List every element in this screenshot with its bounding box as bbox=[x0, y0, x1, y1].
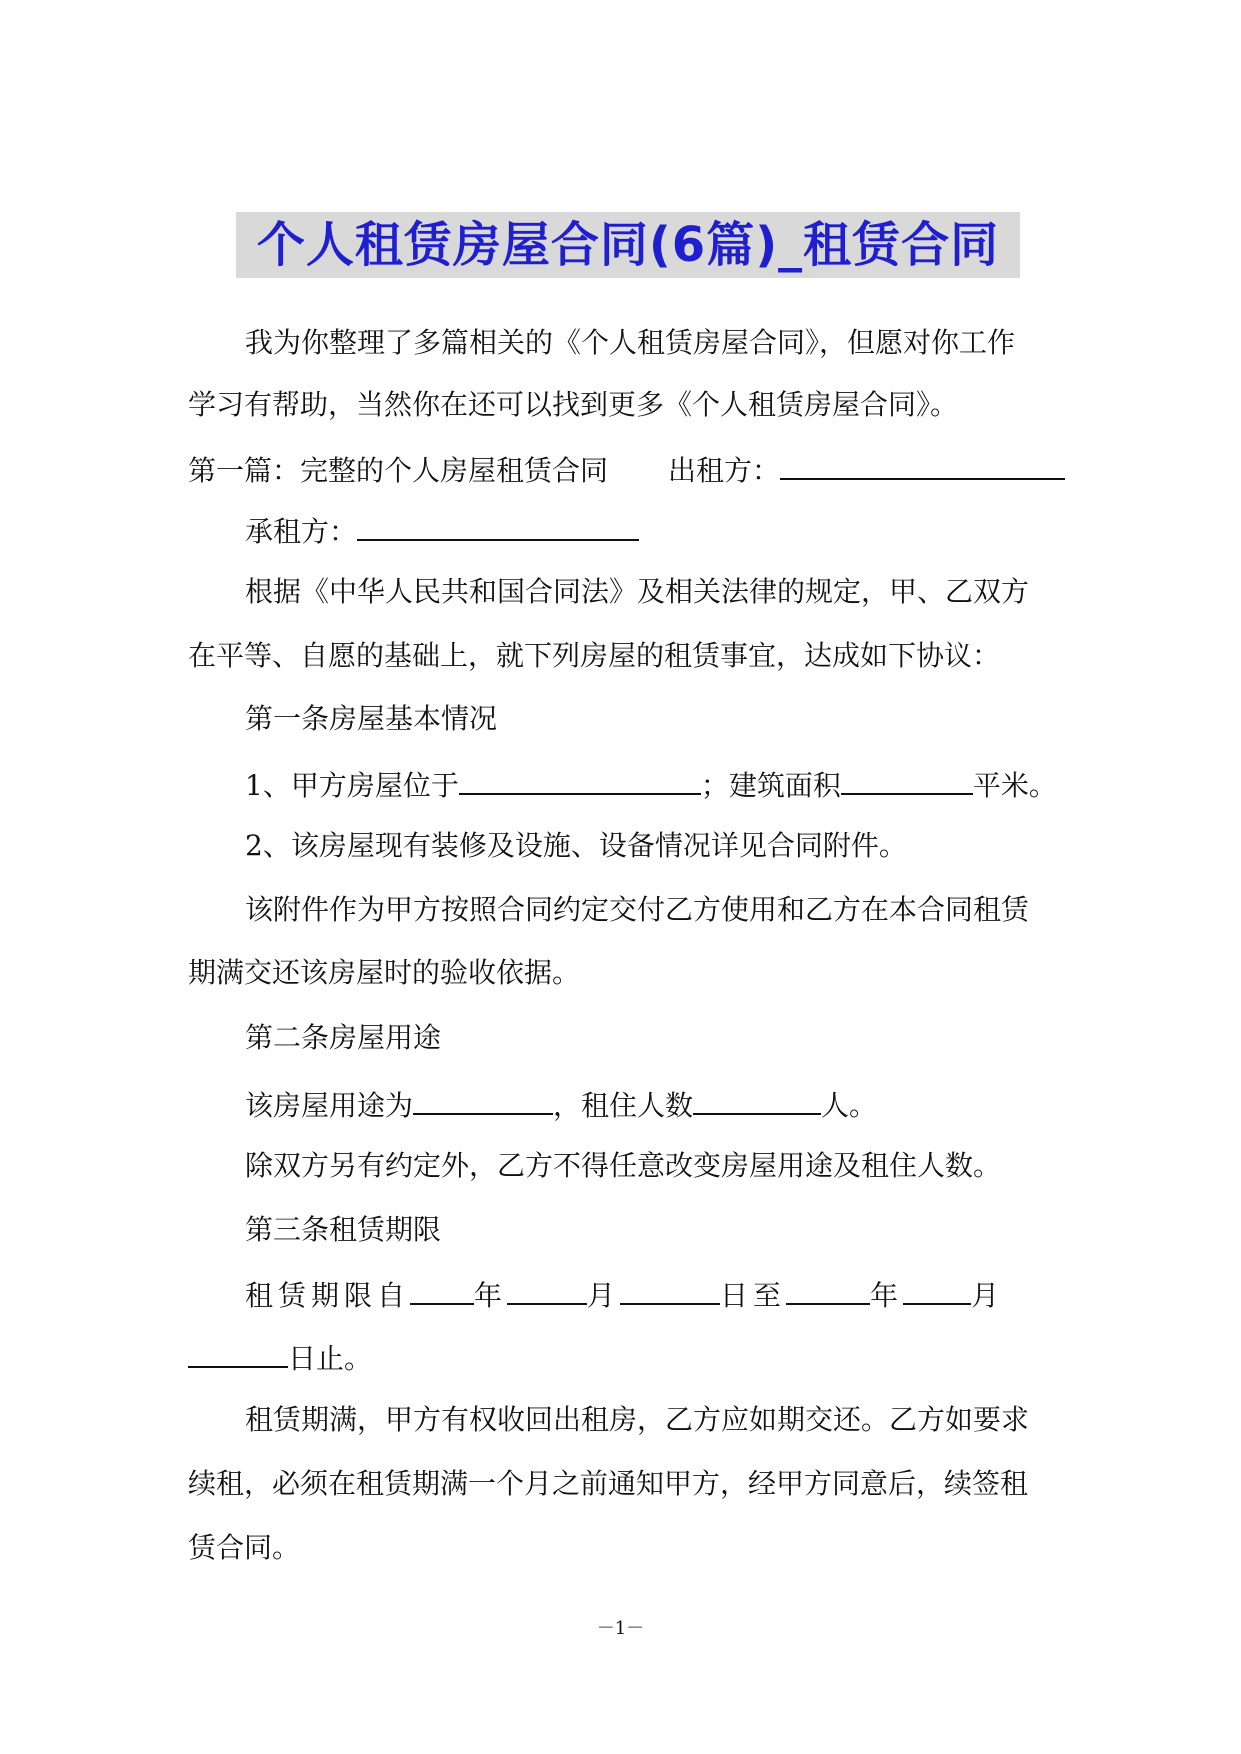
article1-note-2: 期满交还该房屋时的验收依据。 bbox=[188, 956, 581, 989]
occupants-blank bbox=[693, 1083, 821, 1115]
item1-location-label: 1、甲方房屋位于 bbox=[245, 769, 459, 802]
occupants-unit: 人。 bbox=[821, 1089, 878, 1122]
use-blank bbox=[413, 1083, 553, 1115]
document-title: 个人租赁房屋合同(6篇)_租赁合同 bbox=[256, 217, 1000, 273]
item1-area-label: ；建筑面积 bbox=[700, 769, 841, 802]
preamble-line-1: 根据《中华人民共和国合同法》及相关法律的规定，甲、乙双方 bbox=[245, 575, 1030, 608]
article2-restriction: 除双方另有约定外，乙方不得任意改变房屋用途及租住人数。 bbox=[245, 1149, 1002, 1182]
start-day-blank bbox=[620, 1273, 720, 1305]
article3-renew-3: 赁合同。 bbox=[188, 1531, 301, 1564]
lessee-line bbox=[0, 509, 1241, 549]
end-day-blank bbox=[188, 1336, 288, 1368]
article3-renew-1: 租赁期满，甲方有权收回出租房，乙方应如期交还。乙方如要求 bbox=[245, 1403, 1030, 1436]
start-year-blank bbox=[410, 1273, 474, 1305]
article2-use bbox=[0, 1083, 1241, 1123]
article1-item2: 2、该房屋现有装修及设施、设备情况详见合同附件。 bbox=[245, 829, 907, 862]
article1-title: 第一条房屋基本情况 bbox=[245, 702, 498, 735]
part1-heading-line bbox=[0, 448, 1241, 488]
article3-title: 第三条租赁期限 bbox=[245, 1213, 442, 1246]
lessee-blank bbox=[357, 509, 639, 541]
start-month-blank bbox=[507, 1273, 587, 1305]
article1-note-1: 该附件作为甲方按照合同约定交付乙方使用和乙方在本合同租赁 bbox=[245, 893, 1030, 926]
start-day-label: 日至 bbox=[720, 1279, 787, 1312]
end-month-blank bbox=[903, 1273, 971, 1305]
article3-term bbox=[0, 1273, 1241, 1313]
intro-line-1: 我为你整理了多篇相关的《个人租赁房屋合同》，但愿对你工作 bbox=[245, 326, 1016, 359]
lessor-blank bbox=[780, 448, 1065, 480]
location-blank bbox=[459, 763, 701, 795]
article3-renew-2: 续租，必须在租赁期满一个月之前通知甲方，经甲方同意后，续签租 bbox=[188, 1467, 1029, 1500]
start-month-label: 月 bbox=[587, 1279, 621, 1312]
lessee-label: 承租方： bbox=[245, 515, 358, 548]
end-day-label: 日止。 bbox=[288, 1342, 373, 1375]
item1-unit: 平米。 bbox=[972, 769, 1057, 802]
end-month-label: 月 bbox=[971, 1279, 1005, 1312]
term-label: 租赁期限自 bbox=[245, 1279, 411, 1312]
end-year-blank bbox=[786, 1273, 870, 1305]
area-blank bbox=[841, 763, 973, 795]
preamble-line-2: 在平等、自愿的基础上，就下列房屋的租赁事宜，达成如下协议： bbox=[188, 639, 1001, 672]
end-year-label: 年 bbox=[870, 1279, 904, 1312]
title-highlight bbox=[236, 212, 1020, 278]
intro-line-2: 学习有帮助，当然你在还可以找到更多《个人租赁房屋合同》。 bbox=[188, 388, 959, 421]
article1-item1 bbox=[0, 763, 1241, 803]
page-number: －1－ bbox=[596, 1618, 645, 1639]
occupants-label: ，租住人数 bbox=[553, 1089, 694, 1122]
lessor-label: 出租方： bbox=[668, 454, 781, 487]
start-year-label: 年 bbox=[474, 1279, 508, 1312]
part1-heading: 第一篇：完整的个人房屋租赁合同 bbox=[188, 454, 609, 487]
article3-term-end bbox=[0, 1336, 1241, 1376]
use-label: 该房屋用途为 bbox=[245, 1089, 414, 1122]
article2-title: 第二条房屋用途 bbox=[245, 1021, 442, 1054]
